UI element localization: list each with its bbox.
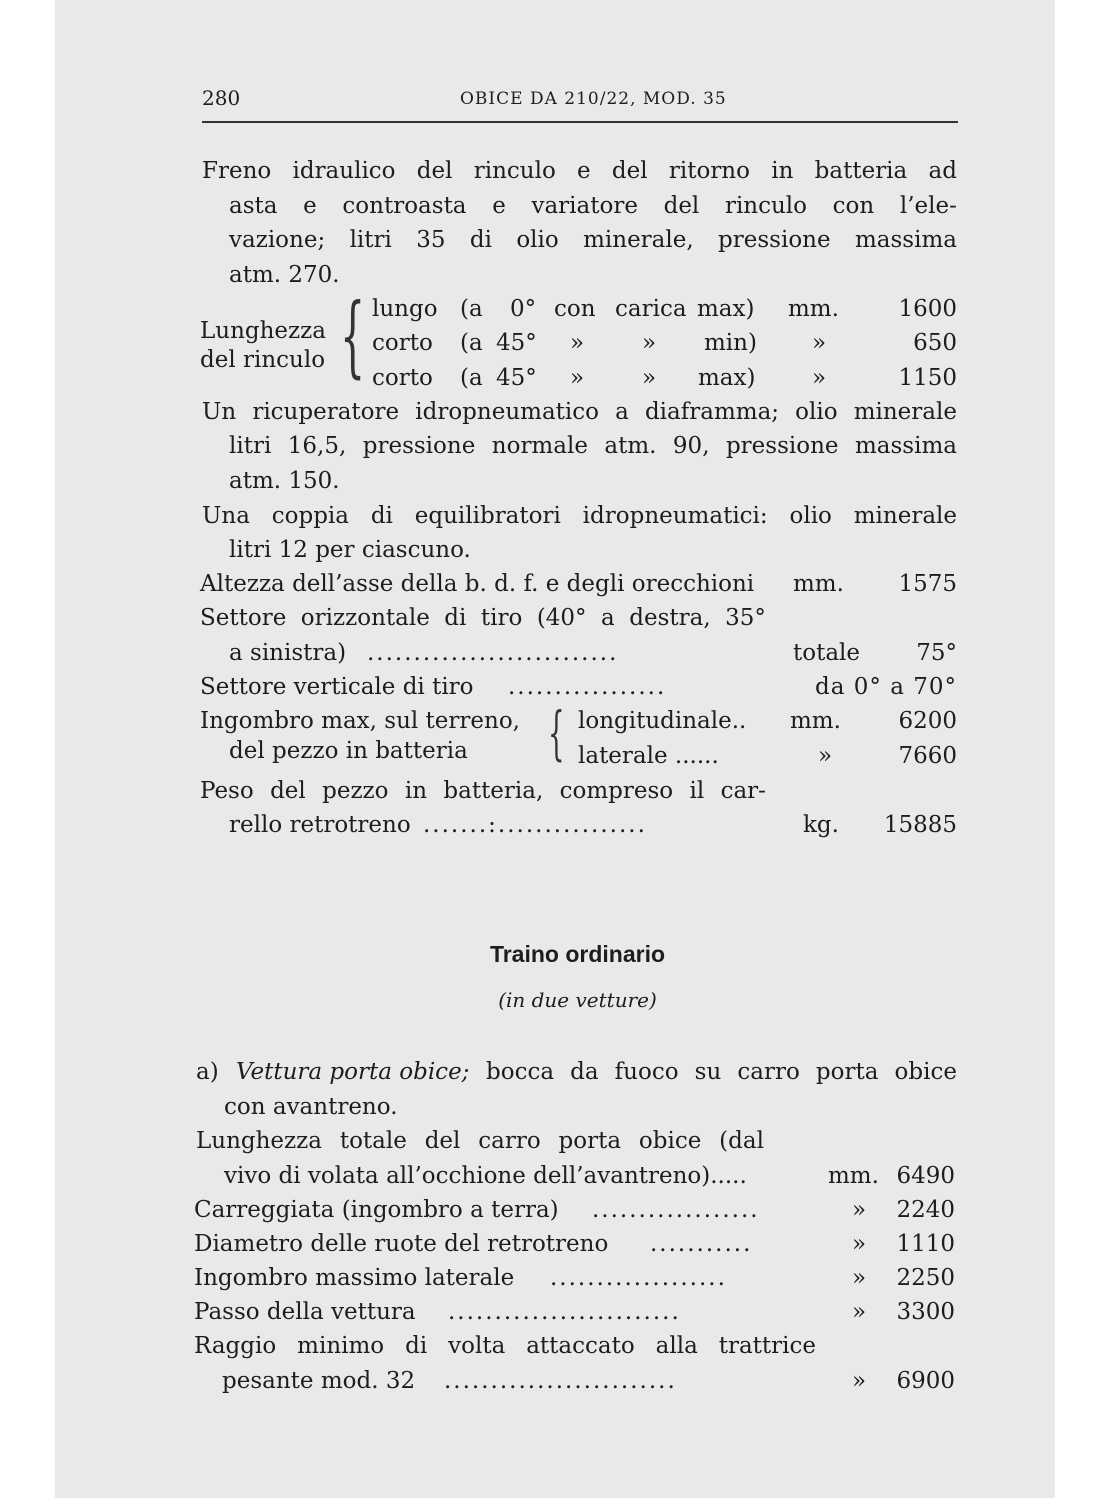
section-heading: Traino ordinario (489, 941, 666, 967)
lunghezza-row-3: corto (a 45° » » max) » 1150 (372, 365, 957, 391)
brace-ingombro: { (548, 699, 565, 767)
coppia-line-1: Una coppia di equilibratori idropneumatici: olio minerale (202, 503, 957, 529)
table-row: Passo della vettura ......................... » 3300 (194, 1299, 955, 1325)
running-title: OBICE DA 210/22, MOD. 35 (460, 89, 727, 109)
freno-line-4: atm. 270. (229, 262, 340, 288)
peso-line-1: Peso del pezzo in batteria, compreso il car- (200, 778, 766, 804)
scan-margin-left (0, 0, 55, 1498)
ingombro-row-1: longitudinale.. mm. 6200 (578, 708, 957, 734)
altezza-row: Altezza dell’asse della b. d. f. e degli orecchioni mm. 1575 (200, 571, 957, 597)
section-subtitle: (in due vetture) (498, 988, 657, 1012)
settore-vert-row: Settore verticale di tiro ................. da 0° a 70° (200, 674, 957, 700)
header-rule (202, 121, 958, 123)
settore-oriz-line-1: Settore orizzontale di tiro (40° a destra, 35° (200, 605, 766, 631)
ingombro-row-2: laterale ...... » 7660 (578, 743, 957, 769)
ricuperatore-line-3: atm. 150. (229, 468, 340, 494)
table-row: Ingombro massimo laterale ................... » 2250 (194, 1265, 955, 1291)
table-row: Carreggiata (ingombro a terra) .................. » 2240 (194, 1197, 955, 1223)
table-row: Diametro delle ruote del retrotreno ........... » 1110 (194, 1231, 955, 1257)
freno-line-1: Freno idraulico del rinculo e del ritorno in batteria ad (202, 158, 957, 184)
ingombro-line-1: Ingombro max, sul terreno, (200, 708, 520, 734)
ricuperatore-line-1: Un ricuperatore idropneumatico a diaframma; olio minerale (202, 399, 957, 425)
raggio-line-1: Raggio minimo di volta attaccato alla trattrice (194, 1333, 816, 1359)
lunghezza-label-2: del rinculo (200, 347, 326, 373)
lunghezza-row-2: corto (a 45° » » min) » 650 (372, 330, 957, 356)
settore-oriz-line-2: a sinistra) ........................... totale 75° (229, 640, 957, 666)
peso-line-2: rello retrotreno .......:................ kg. 15885 (229, 812, 957, 838)
scan-margin-right (1055, 0, 1117, 1498)
lunghezza-row-1: lungo (a 0° con carica max) mm. 1600 (372, 296, 957, 322)
page-number: 280 (202, 86, 241, 110)
lunghezza-totale-line-1: Lunghezza totale del carro porta obice (dal (196, 1128, 764, 1154)
ingombro-line-2: del pezzo in batteria (229, 738, 468, 764)
raggio-line-2: pesante mod. 32 ......................... » 6900 (222, 1368, 955, 1394)
lunghezza-label-1: Lunghezza (200, 318, 326, 344)
freno-line-2: asta e controasta e variatore del rinculo con l’ele- (229, 193, 957, 219)
ricuperatore-line-2: litri 16,5, pressione normale atm. 90, pressione massima (229, 433, 957, 459)
coppia-line-2: litri 12 per ciascuno. (229, 537, 471, 563)
lunghezza-totale-line-2: vivo di volata all’occhione dell’avantreno)..... mm. 6490 (224, 1163, 955, 1189)
freno-line-3: vazione; litri 35 di olio minerale, pressione massima (229, 227, 957, 253)
vettura-line-1: a) Vettura porta obice; bocca da fuoco su carro porta obice (196, 1059, 957, 1085)
vettura-line-2: con avantreno. (224, 1094, 398, 1120)
brace-lunghezza: { (340, 284, 366, 387)
